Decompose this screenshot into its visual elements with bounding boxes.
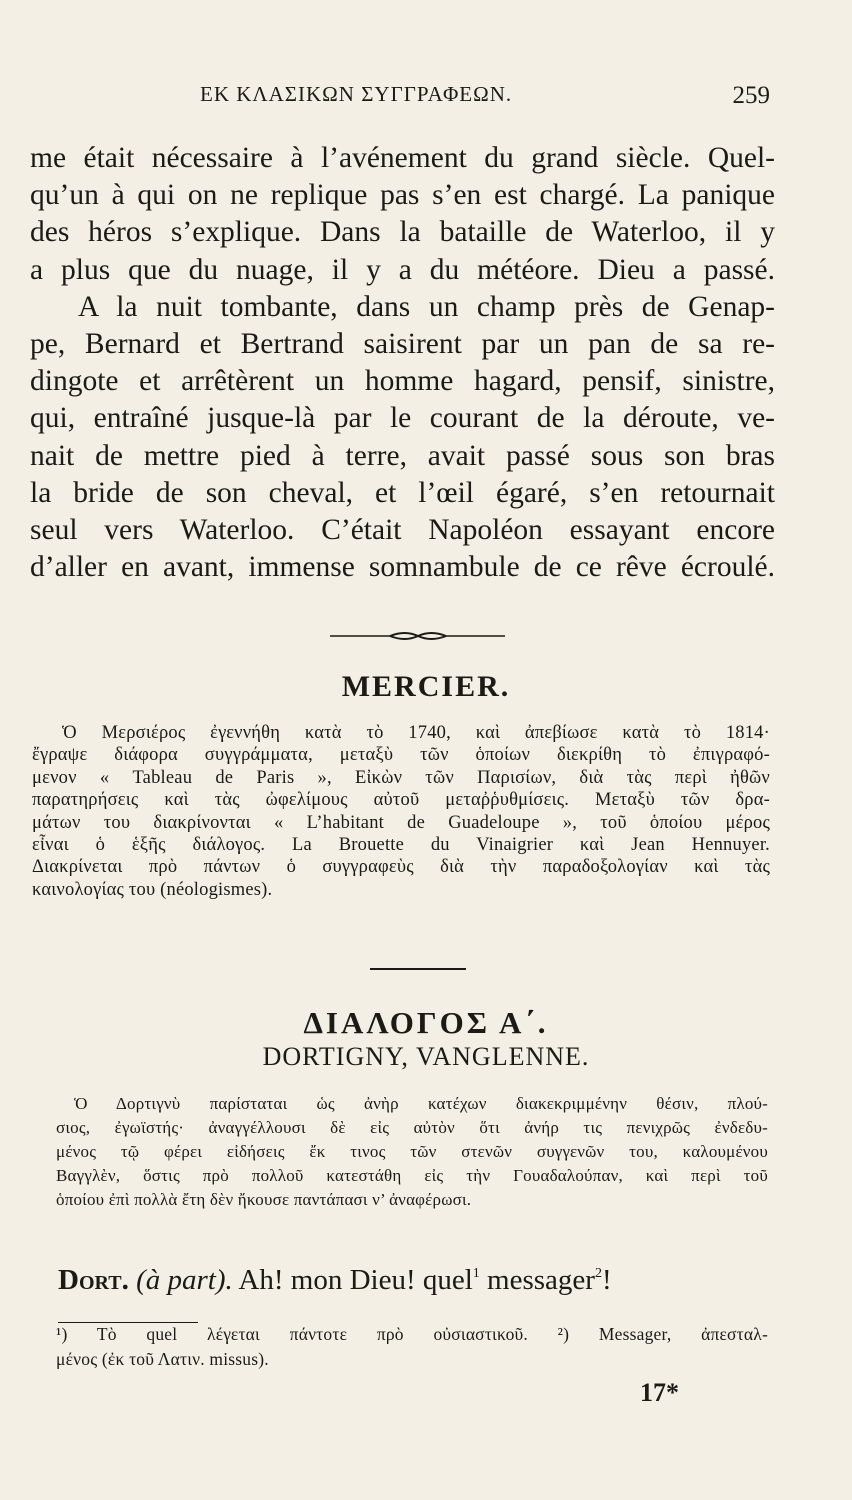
footnote-line: μένος (ἐκ τοῦ Λατιν. missus). bbox=[56, 1349, 269, 1369]
signature-mark: 17* bbox=[640, 1378, 679, 1407]
dialogue-line bbox=[58, 1264, 770, 1297]
dialogue-text: messager bbox=[479, 1264, 595, 1296]
speaker-name: Dort. bbox=[58, 1264, 129, 1296]
section-heading-dialogue: ΔΙΑΛΟΓΟΣ Α΄. bbox=[303, 1005, 549, 1040]
footnote-marker: 2 bbox=[594, 1266, 602, 1281]
body-line: pe, Bernard et Bertrand saisirent par un pan de sa re- bbox=[30, 328, 775, 361]
dialogue-characters: DORTIGNY, VANGLENNE. bbox=[262, 1042, 590, 1071]
body-line: a plus que du nuage, il y a du météore. Dieu a passé. bbox=[30, 253, 775, 286]
bio-line: εἶναι ὁ ἑξῆς διάλογος. La Brouette du Vinaigrier καὶ Jean Hennuyer. bbox=[32, 835, 770, 856]
body-line: me était nécessaire à l’avénement du grand siècle. Quel- bbox=[30, 142, 775, 174]
body-line: qui, entraîné jusque-là par le courant de la déroute, ve- bbox=[30, 402, 775, 435]
page-number: 259 bbox=[732, 82, 770, 109]
body-line: A la nuit tombante, dans un champ près de Genap- bbox=[78, 290, 775, 323]
intro-line: ὁποίου ἐπὶ πολλὰ ἔτη δὲν ἤκουσε παντάπασι ν’ ἀναφέρωσι. bbox=[56, 1190, 472, 1209]
section-heading-mercier: MERCIER. bbox=[341, 670, 511, 703]
body-line: d’aller en avant, immense somnambule de ce rêve écroulé. bbox=[30, 551, 775, 584]
running-head bbox=[100, 82, 770, 118]
bio-line: Ὁ Μερσιέρος ἐγεννήθη κατὰ τὸ 1740, καὶ ἀπεβίωσε κατὰ τὸ 1814· bbox=[62, 723, 770, 743]
biography-note bbox=[32, 722, 770, 901]
bio-line: ἔγραψε διάφορα συγγράμματα, μεταξὺ τῶν ὁποίων διεκρίθη τὸ ἐπιγραφό- bbox=[32, 745, 770, 766]
body-line: dingote et arrêtèrent un homme hagard, pensif, sinistre, bbox=[30, 365, 775, 398]
ornament-divider bbox=[330, 628, 505, 644]
body-line: qu’un à qui on ne replique pas s’en est chargé. La panique bbox=[30, 179, 775, 212]
bio-line: μάτων του διακρίνονται « L’habitant de Guadeloupe », τοῦ ὁποίου μέρος bbox=[32, 812, 770, 833]
bio-line: μενον « Tableau de Paris », Εἰκὼν τῶν Παρισίων, διὰ τὰς περὶ ἠθῶν bbox=[32, 767, 770, 788]
intro-line: σιος, ἐγωϊστής· ἀναγγέλλουσι δὲ εἰς αὐτὸν ὅτι ἀνήρ τις πενιχρῶς ἐνδεδυ- bbox=[56, 1118, 768, 1137]
dialogue-text: ! bbox=[601, 1264, 612, 1296]
footnotes bbox=[56, 1322, 768, 1372]
intro-line: Βαγγλὲν, ὅστις πρὸ πολλοῦ κατεστάθη εἰς τὴν Γουαδαλούπαν, καὶ περὶ τοῦ bbox=[56, 1166, 768, 1185]
body-line: seul vers Waterloo. C’était Napoléon essayant encore bbox=[30, 514, 775, 547]
bio-line: Διακρίνεται πρὸ πάντων ὁ συγγραφεὺς διὰ τὴν παραδοξολογίαν καὶ τὰς bbox=[32, 857, 770, 878]
body-line: des héros s’explique. Dans la bataille de Waterloo, il y bbox=[30, 216, 775, 249]
bio-line: καινολογίας του (néologismes). bbox=[32, 879, 273, 900]
running-title: ΕΚ ΚΛΑΣΙΚΩΝ ΣΥΓΓΡΑΦΕΩΝ. bbox=[200, 82, 513, 106]
bio-line: παρατηρήσεις καὶ τὰς ὠφελίμους αὐτοῦ μεταῤῥυθμίσεις. Μεταξὺ τῶν δρα- bbox=[32, 790, 770, 811]
intro-line: μένος τῷ φέρει εἰδήσεις ἔκ τινος τῶν στενῶν συγγενῶν του, καλουμένου bbox=[56, 1142, 768, 1161]
footnote-line: ¹) Τὸ quel λέγεται πάντοτε πρὸ οὐσιαστικοῦ. ²) Messager, ἀπεσταλ- bbox=[56, 1324, 768, 1344]
body-line: nait de mettre pied à terre, avait passé sous son bras bbox=[30, 439, 775, 472]
body-paragraph bbox=[30, 140, 775, 586]
body-line: la bride de son cheval, et l’œil égaré, s’en retournait bbox=[30, 476, 775, 509]
footnote-marker: 1 bbox=[472, 1266, 480, 1281]
section-divider bbox=[370, 968, 466, 970]
intro-line: Ὁ Δορτιγνὺ παρίσταται ὡς ἀνὴρ κατέχων διακεκριμμένην θέσιν, πλού- bbox=[74, 1094, 768, 1113]
dialogue-text: Ah! mon Dieu! quel bbox=[238, 1264, 473, 1296]
dialogue-introduction bbox=[56, 1092, 768, 1212]
stage-direction: (à part). bbox=[136, 1264, 233, 1296]
